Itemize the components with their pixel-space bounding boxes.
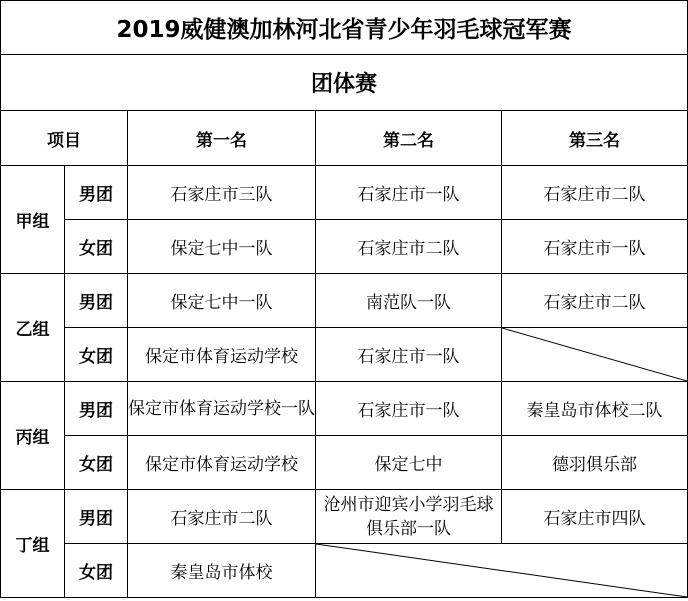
- empty-cell-diagonal: [502, 328, 688, 382]
- second-place-cell: 沧州市迎宾小学羽毛球俱乐部一队: [316, 490, 502, 544]
- third-place-cell: 德羽俱乐部: [502, 436, 688, 490]
- empty-cell-diagonal: [316, 544, 688, 598]
- second-place-cell: 石家庄市一队: [316, 382, 502, 436]
- group-label: 甲组: [1, 166, 65, 274]
- third-place-cell: 石家庄市二队: [502, 166, 688, 220]
- header-row: [1, 111, 688, 166]
- category-label: 女团: [65, 436, 128, 490]
- table-row: [1, 328, 688, 382]
- table-row: [1, 436, 688, 490]
- second-place-cell: 石家庄市一队: [316, 328, 502, 382]
- header-second: 第二名: [316, 111, 502, 166]
- group-label: 丙组: [1, 382, 65, 490]
- table-row: [1, 274, 688, 328]
- first-place-cell: 石家庄市二队: [128, 490, 316, 544]
- second-place-cell: 保定七中: [316, 436, 502, 490]
- group-label: 乙组: [1, 274, 65, 382]
- table-row: [1, 544, 688, 598]
- group-label: 丁组: [1, 490, 65, 598]
- first-place-cell: 保定市体育运动学校: [128, 328, 316, 382]
- third-place-cell: 石家庄市四队: [502, 490, 688, 544]
- header-first: 第一名: [128, 111, 316, 166]
- category-label: 男团: [65, 166, 128, 220]
- table-row: [1, 166, 688, 220]
- table-row: [1, 220, 688, 274]
- first-place-cell: 秦皇岛市体校: [128, 544, 316, 598]
- category-label: 男团: [65, 490, 128, 544]
- category-label: 女团: [65, 220, 128, 274]
- first-place-cell: 保定市体育运动学校: [128, 436, 316, 490]
- table-row: [1, 490, 688, 544]
- second-place-cell: 南范队一队: [316, 274, 502, 328]
- third-place-cell: 石家庄市二队: [502, 274, 688, 328]
- first-place-cell: 石家庄市三队: [128, 166, 316, 220]
- category-label: 男团: [65, 274, 128, 328]
- header-third: 第三名: [502, 111, 688, 166]
- first-place-cell: 保定七中一队: [128, 220, 316, 274]
- first-place-cell: 保定市体育运动学校一队: [128, 382, 316, 436]
- table-row: [1, 382, 688, 436]
- section-title: 团体赛: [1, 55, 688, 111]
- second-place-cell: 石家庄市二队: [316, 220, 502, 274]
- diagonal-line: [502, 328, 687, 381]
- category-label: 女团: [65, 328, 128, 382]
- third-place-cell: 石家庄市一队: [502, 220, 688, 274]
- category-label: 女团: [65, 544, 128, 598]
- second-place-cell: 石家庄市一队: [316, 166, 502, 220]
- first-place-cell: 保定七中一队: [128, 274, 316, 328]
- third-place-cell: 秦皇岛市体校二队: [502, 382, 688, 436]
- header-item: 项目: [1, 111, 128, 166]
- diagonal-line: [316, 544, 687, 597]
- page-title: 2019威健澳加林河北省青少年羽毛球冠军赛: [1, 1, 688, 55]
- category-label: 男团: [65, 382, 128, 436]
